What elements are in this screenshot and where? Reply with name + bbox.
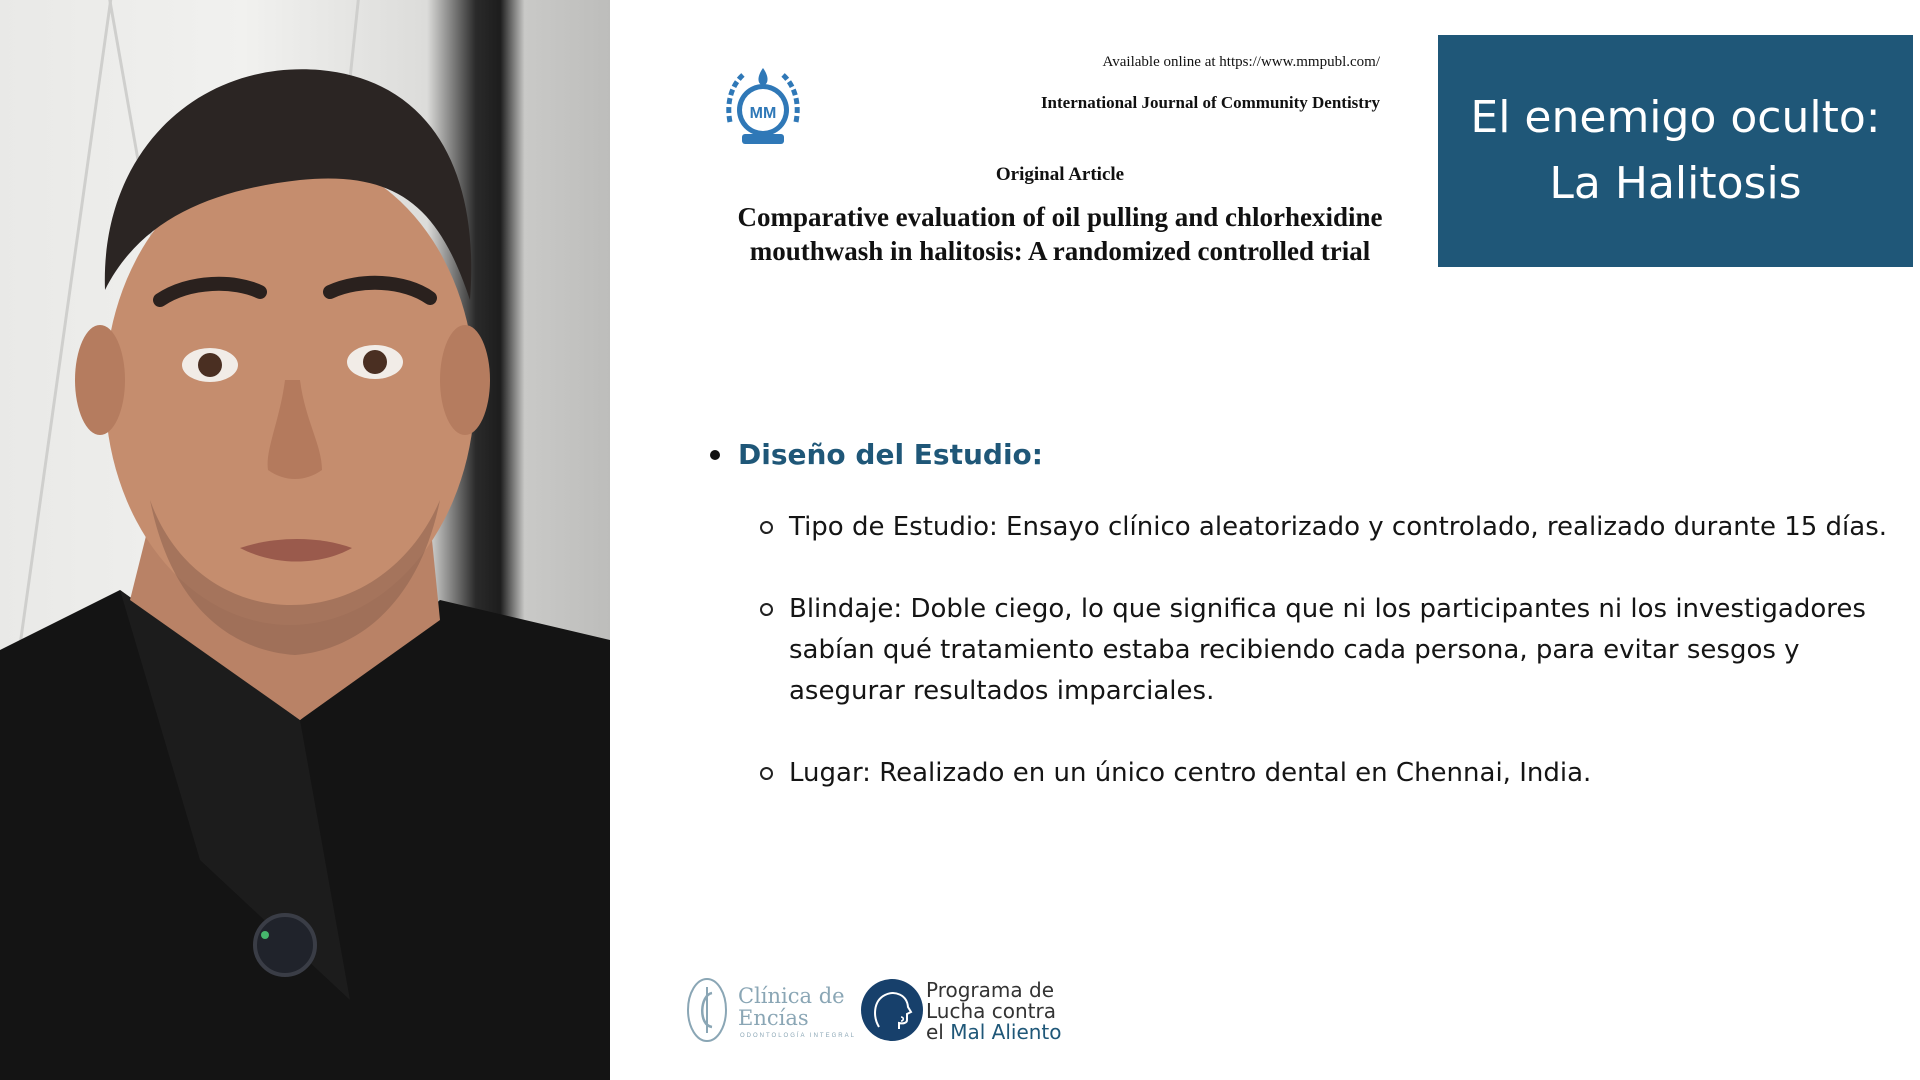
bullet-circle-icon <box>760 521 773 534</box>
clinic-subtitle: ODONTOLOGÍA INTEGRAL <box>740 1033 856 1039</box>
bullet-circle-icon <box>760 603 773 616</box>
list-item <box>760 507 1896 548</box>
program-name-line <box>926 1022 1062 1043</box>
presenter-figure <box>0 0 610 1080</box>
heading-text: Diseño del Estudio: <box>738 438 1043 471</box>
bullet-circle-icon <box>760 767 773 780</box>
slide-content <box>706 438 1896 835</box>
program-name-line: Lucha contra <box>926 999 1056 1023</box>
slide-title-line: La Halitosis <box>1549 158 1802 209</box>
article-type: Original Article <box>995 164 1125 185</box>
bullet-dot-icon <box>710 450 720 460</box>
footer-logos <box>686 975 1106 1045</box>
journal-name: International Journal of Community Dentistry <box>1040 93 1380 112</box>
list-item <box>760 753 1896 794</box>
program-name-line: Programa de <box>926 978 1054 1002</box>
list-item <box>760 589 1896 712</box>
bullet-heading <box>706 438 1896 471</box>
program-logo-icon <box>861 979 923 1041</box>
journal-logo-text: MM <box>749 105 777 122</box>
program-name-accent: Mal Aliento <box>950 1020 1062 1044</box>
article-title-line: mouthwash in halitosis: A randomized controlled trial <box>749 236 1371 266</box>
clinic-name-line: Encías <box>738 1006 809 1030</box>
slide-title-box <box>1438 35 1913 267</box>
list-item-text: Tipo de Estudio: Ensayo clínico aleatorizado y controlado, realizado durante 15 días. <box>789 512 1888 542</box>
clinic-logo-text <box>738 985 845 1029</box>
head-profile-icon <box>861 979 923 1041</box>
article-title <box>700 200 1420 268</box>
article-title-line: Comparative evaluation of oil pulling and chlorhexidine <box>737 202 1383 232</box>
paper-header <box>700 40 1420 280</box>
journal-logo <box>718 62 808 152</box>
slide-title-line: El enemigo oculto: <box>1470 92 1881 143</box>
clinic-logo-icon <box>686 977 728 1043</box>
program-logo-text <box>926 980 1062 1043</box>
list-item-text: Blindaje: Doble ciego, lo que significa que ni los participantes ni los investigadores sabían qué tratamiento estaba recibiendo cada persona, para evitar sesgos y asegurar resultados imparciales. <box>789 594 1866 706</box>
sub-bullet-list <box>760 507 1896 794</box>
program-name-prefix: el <box>926 1020 951 1044</box>
list-item-text: Lugar: Realizado en un único centro dental en Chennai, India. <box>789 758 1592 788</box>
clinic-name-line: Clínica de <box>738 984 845 1008</box>
presenter-video <box>0 0 610 1080</box>
available-online-text: Available online at https://www.mmpubl.com/ <box>1102 54 1380 70</box>
